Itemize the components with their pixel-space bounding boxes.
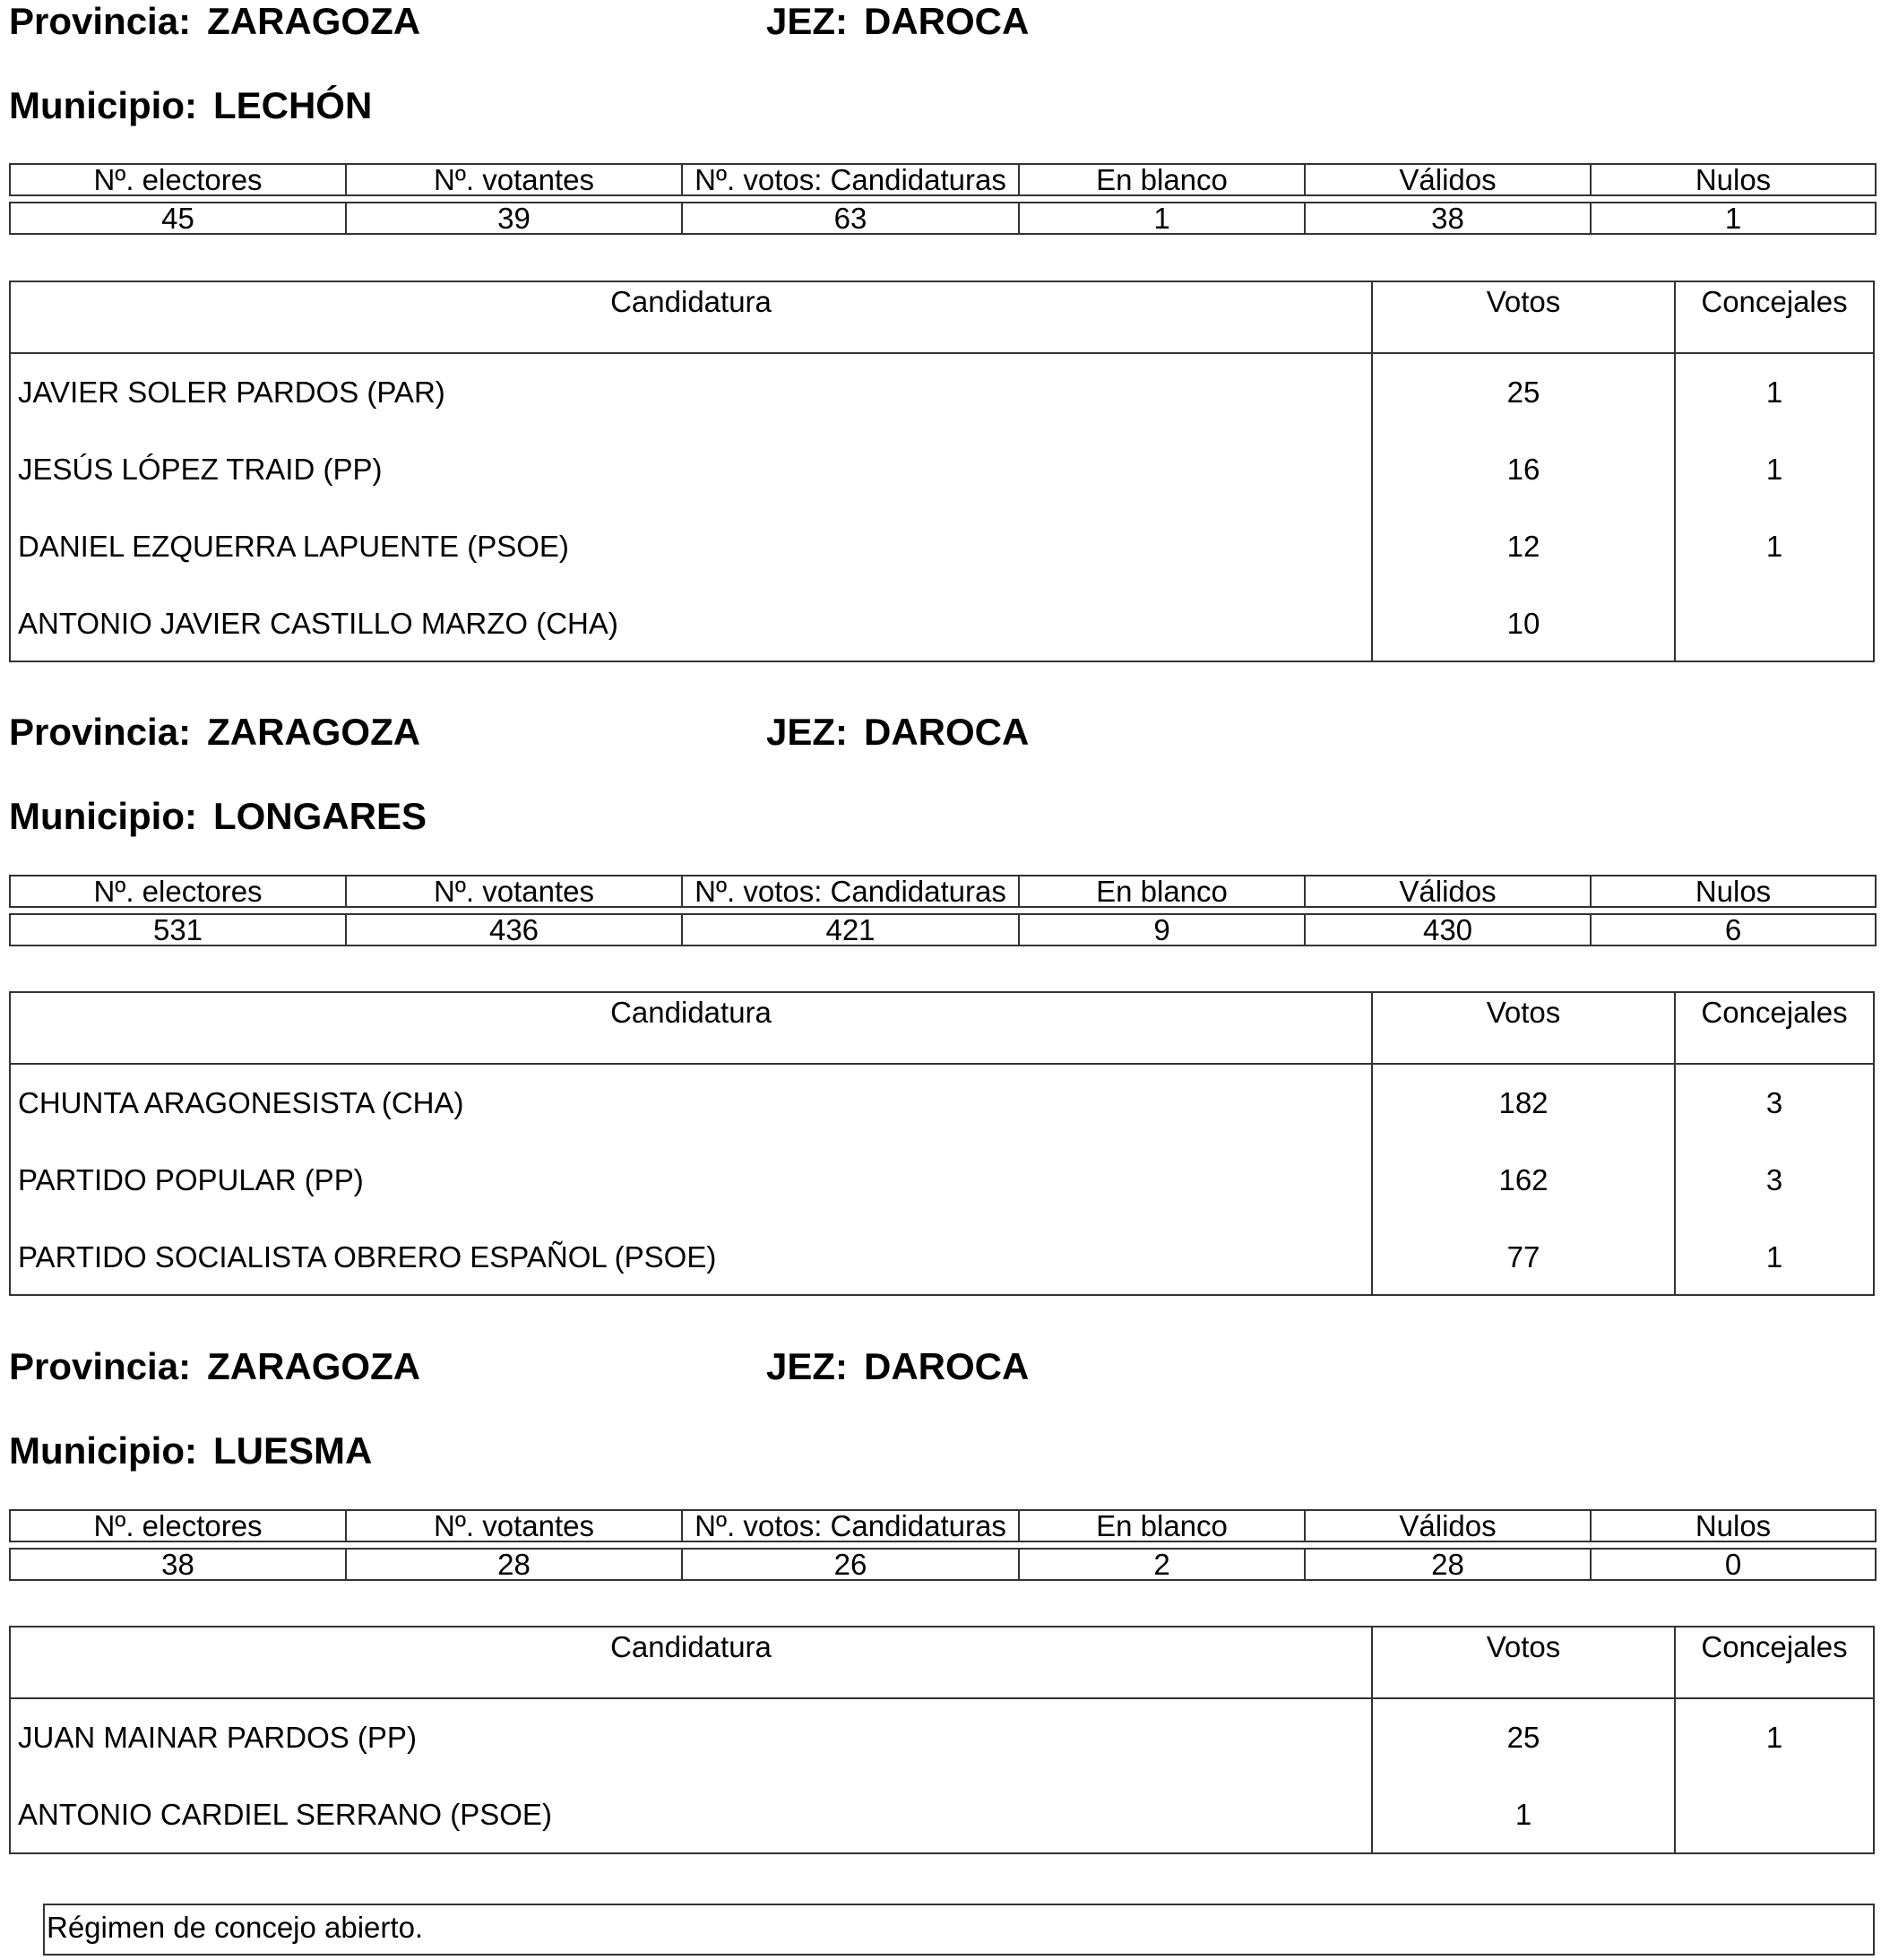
candidate-name: JUAN MAINAR PARDOS (PP)	[18, 1721, 417, 1754]
stats-value-validos: 430	[1305, 914, 1591, 945]
candidate-row	[11, 508, 1873, 585]
header-concejales: Concejales	[1674, 282, 1873, 352]
stats-table	[9, 1509, 1877, 1581]
stats-header-row	[10, 1510, 1876, 1541]
candidate-row	[11, 431, 1873, 508]
candidate-row	[11, 1142, 1873, 1219]
stats-header-en-blanco: En blanco	[1019, 1510, 1305, 1541]
stats-value-nulos: 6	[1591, 914, 1876, 945]
candidate-concejales	[1674, 585, 1873, 662]
jez-value: DAROCA	[864, 1345, 1030, 1387]
stats-value-electores: 38	[10, 1549, 346, 1580]
stats-header-electores: Nº. electores	[10, 876, 346, 907]
municipio-heading: Municipio: LECHÓN	[9, 84, 373, 126]
candidate-concejales: 1	[1674, 1219, 1873, 1296]
stats-value-nulos: 1	[1591, 203, 1876, 234]
header-votos: Votos	[1371, 282, 1674, 352]
candidate-name: PARTIDO POPULAR (PP)	[18, 1163, 364, 1196]
stats-header-candidaturas: Nº. votos: Candidaturas	[682, 164, 1019, 195]
candidate-concejales: 1	[1674, 508, 1873, 585]
candidates-header	[11, 282, 1873, 354]
candidate-concejales: 1	[1674, 431, 1873, 508]
candidates-header	[11, 993, 1873, 1065]
stats-header-electores: Nº. electores	[10, 1510, 346, 1541]
concejo-abierto-note: Régimen de concejo abierto.	[43, 1904, 1875, 1956]
candidate-row	[11, 1776, 1873, 1853]
candidate-row	[11, 1699, 1873, 1776]
stats-value-candidaturas: 421	[682, 914, 1019, 945]
provincia-heading: Provincia: ZARAGOZA	[9, 711, 421, 753]
stats-header-electores: Nº. electores	[10, 164, 346, 195]
candidate-row	[11, 354, 1873, 431]
stats-value-row	[10, 914, 1876, 945]
candidate-concejales	[1674, 1776, 1873, 1853]
stats-value-en-blanco: 2	[1019, 1549, 1305, 1580]
stats-header-row	[10, 164, 1876, 195]
municipio-value: LUESMA	[212, 1429, 373, 1472]
candidate-name: ANTONIO CARDIEL SERRANO (PSOE)	[18, 1798, 552, 1831]
stats-value-electores: 531	[10, 914, 346, 945]
municipio-value: LECHÓN	[212, 84, 373, 126]
jez-heading: JEZ: DAROCA	[766, 711, 1030, 753]
candidate-concejales: 3	[1674, 1142, 1873, 1219]
candidates-header	[11, 1628, 1873, 1699]
stats-value-electores: 45	[10, 203, 346, 234]
candidate-votos: 10	[1371, 585, 1674, 662]
provincia-value: ZARAGOZA	[207, 1345, 421, 1387]
candidate-votos: 25	[1371, 354, 1674, 431]
header-concejales: Concejales	[1674, 1628, 1873, 1697]
stats-value-en-blanco: 9	[1019, 914, 1305, 945]
candidate-row	[11, 1219, 1873, 1296]
stats-header-nulos: Nulos	[1591, 164, 1876, 195]
stats-value-votantes: 39	[346, 203, 682, 234]
provincia-value: ZARAGOZA	[207, 711, 421, 753]
candidate-concejales: 1	[1674, 1699, 1873, 1776]
header-candidatura: Candidatura	[610, 996, 772, 1029]
stats-header-candidaturas: Nº. votos: Candidaturas	[682, 1510, 1019, 1541]
stats-header-en-blanco: En blanco	[1019, 876, 1305, 907]
jez-value: DAROCA	[864, 0, 1030, 42]
jez-heading: JEZ: DAROCA	[766, 0, 1030, 42]
stats-value-votantes: 436	[346, 914, 682, 945]
candidate-name: JESÚS LÓPEZ TRAID (PP)	[18, 453, 383, 486]
stats-value-row	[10, 203, 1876, 234]
candidates-table	[9, 1626, 1875, 1854]
jez-heading: JEZ: DAROCA	[766, 1345, 1030, 1387]
candidate-concejales: 1	[1674, 354, 1873, 431]
jez-value: DAROCA	[864, 711, 1030, 753]
candidate-votos: 1	[1371, 1776, 1674, 1853]
municipio-value: LONGARES	[212, 795, 427, 837]
header-candidatura: Candidatura	[610, 1630, 772, 1663]
candidate-concejales: 3	[1674, 1065, 1873, 1142]
stats-header-row	[10, 876, 1876, 907]
stats-header-validos: Válidos	[1305, 876, 1591, 907]
header-votos: Votos	[1371, 993, 1674, 1063]
municipio-heading: Municipio: LONGARES	[9, 795, 427, 837]
stats-header-candidaturas: Nº. votos: Candidaturas	[682, 876, 1019, 907]
header-votos: Votos	[1371, 1628, 1674, 1697]
stats-value-candidaturas: 26	[682, 1549, 1019, 1580]
municipio-heading: Municipio: LUESMA	[9, 1429, 373, 1472]
stats-header-nulos: Nulos	[1591, 876, 1876, 907]
candidate-votos: 12	[1371, 508, 1674, 585]
stats-value-en-blanco: 1	[1019, 203, 1305, 234]
stats-value-nulos: 0	[1591, 1549, 1876, 1580]
stats-header-votantes: Nº. votantes	[346, 1510, 682, 1541]
stats-header-votantes: Nº. votantes	[346, 876, 682, 907]
candidate-votos: 162	[1371, 1142, 1674, 1219]
stats-header-validos: Válidos	[1305, 164, 1591, 195]
candidate-votos: 16	[1371, 431, 1674, 508]
header-concejales: Concejales	[1674, 993, 1873, 1063]
provincia-value: ZARAGOZA	[207, 0, 421, 42]
stats-header-nulos: Nulos	[1591, 1510, 1876, 1541]
stats-table	[9, 875, 1877, 946]
candidate-row	[11, 585, 1873, 662]
stats-header-validos: Válidos	[1305, 1510, 1591, 1541]
candidate-votos: 25	[1371, 1699, 1674, 1776]
stats-value-votantes: 28	[346, 1549, 682, 1580]
candidate-votos: 182	[1371, 1065, 1674, 1142]
stats-value-row	[10, 1549, 1876, 1580]
candidate-name: PARTIDO SOCIALISTA OBRERO ESPAÑOL (PSOE)	[18, 1240, 717, 1274]
stats-header-votantes: Nº. votantes	[346, 164, 682, 195]
candidates-table	[9, 281, 1875, 662]
candidates-table	[9, 991, 1875, 1296]
candidate-name: ANTONIO JAVIER CASTILLO MARZO (CHA)	[18, 607, 618, 640]
stats-value-candidaturas: 63	[682, 203, 1019, 234]
candidate-name: DANIEL EZQUERRA LAPUENTE (PSOE)	[18, 530, 569, 563]
stats-value-validos: 38	[1305, 203, 1591, 234]
stats-header-en-blanco: En blanco	[1019, 164, 1305, 195]
candidate-row	[11, 1065, 1873, 1142]
candidate-name: CHUNTA ARAGONESISTA (CHA)	[18, 1086, 464, 1119]
candidate-name: JAVIER SOLER PARDOS (PAR)	[18, 376, 445, 409]
stats-table	[9, 163, 1877, 235]
header-candidatura: Candidatura	[610, 285, 772, 318]
stats-value-validos: 28	[1305, 1549, 1591, 1580]
provincia-heading: Provincia: ZARAGOZA	[9, 0, 421, 42]
candidate-votos: 77	[1371, 1219, 1674, 1296]
provincia-heading: Provincia: ZARAGOZA	[9, 1345, 421, 1387]
